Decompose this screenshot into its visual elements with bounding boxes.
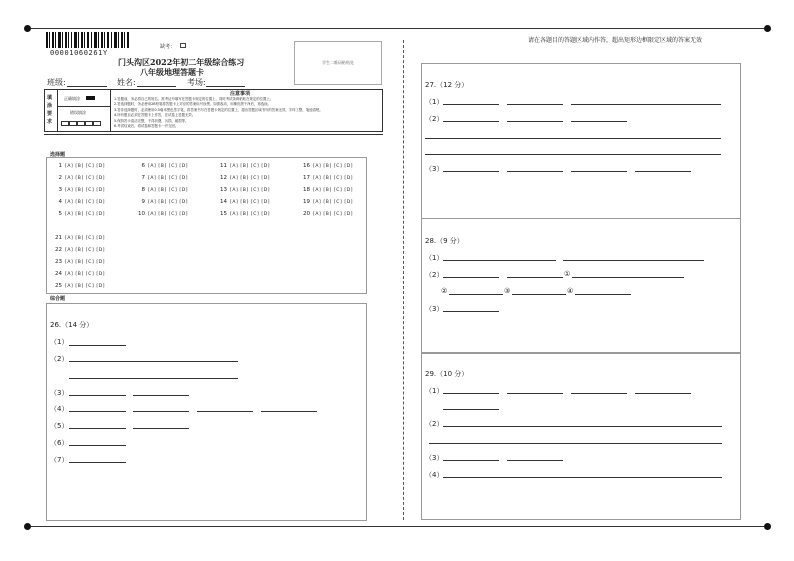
q26-blank-4a[interactable] <box>69 411 126 412</box>
note-line-5: 5.保持答卡清洁完整，不得折叠，污损，破损等。 <box>114 118 189 123</box>
mc-question-number: 7 <box>141 175 145 181</box>
q29-blank-1e[interactable] <box>443 409 499 410</box>
mc-options-q23[interactable]: [A] [B] [C] [D] <box>65 259 106 265</box>
q26-blank-2b[interactable] <box>69 378 238 379</box>
mc-options-q21[interactable]: [A] [B] [C] [D] <box>65 235 106 241</box>
q27-blank-3c[interactable] <box>571 171 627 172</box>
q27-label-1: （1） <box>425 98 444 106</box>
mc-options-q13[interactable]: [A] [B] [C] [D] <box>230 187 271 193</box>
q26-blank-4d[interactable] <box>261 411 317 412</box>
sheet-title: 八年级地理答题卡 <box>140 67 204 77</box>
q26-blank-3a[interactable] <box>69 395 126 396</box>
q27-blank-2b[interactable] <box>507 121 563 122</box>
mc-options-q19[interactable]: [A] [B] [C] [D] <box>313 199 354 205</box>
q29-blank-2a[interactable] <box>443 426 722 427</box>
page-divider <box>403 40 404 520</box>
mc-options-q24[interactable]: [A] [B] [C] [D] <box>65 271 106 277</box>
mc-question-number: 14 <box>220 199 227 205</box>
room-field[interactable] <box>206 86 245 87</box>
mc-question-number: 22 <box>55 247 62 253</box>
mc-options-q6[interactable]: [A] [B] [C] [D] <box>148 163 189 169</box>
mc-question-number: 18 <box>303 187 310 193</box>
mc-question-number: 3 <box>58 187 62 193</box>
q28-title: 28.（9 分） <box>425 237 464 245</box>
q28-circled-2: ② <box>441 287 448 295</box>
mc-question-number: 6 <box>141 163 145 169</box>
q28-blank-2a[interactable] <box>443 277 499 278</box>
q26-label-7: （7） <box>50 456 69 464</box>
q27-box <box>421 63 741 219</box>
q26-label-1: （1） <box>50 338 69 346</box>
q26-label-5: （5） <box>50 422 69 430</box>
mc-options-q7[interactable]: [A] [B] [C] [D] <box>148 175 189 181</box>
q27-label-2: （2） <box>425 115 444 123</box>
mc-options-q4[interactable]: [A] [B] [C] [D] <box>65 199 106 205</box>
fill-guide-label: 填涂要求 <box>47 95 53 125</box>
q29-label-3: （3） <box>425 454 444 462</box>
mc-question-number: 13 <box>220 187 227 193</box>
q29-title: 29.（10 分） <box>425 370 469 378</box>
q29-blank-1c[interactable] <box>571 393 627 394</box>
wrong-fill-label: 错误填涂 <box>70 110 86 115</box>
exam-title: 门头沟区2022年初二年级综合练习 <box>118 57 245 67</box>
note-line-3: 3.答非选择题时，必须使用0.5毫米黑色签字笔，将答案书写在答题卡规定的位置上，超出答题区域书写的答案无效，字体工整，笔迹清楚。 <box>114 107 323 112</box>
q29-blank-4a[interactable] <box>443 477 722 478</box>
q27-label-3: （3） <box>425 165 444 173</box>
q28-blank-2f[interactable] <box>575 294 631 295</box>
room-label: 考场: <box>187 78 206 87</box>
q26-blank-4c[interactable] <box>197 411 253 412</box>
q26-label-4: （4） <box>50 405 69 413</box>
correct-fill-label: 正确填涂 <box>64 96 80 101</box>
mc-options-q12[interactable]: [A] [B] [C] [D] <box>230 175 271 181</box>
q29-blank-1d[interactable] <box>635 393 691 394</box>
q28-blank-2c[interactable] <box>572 277 684 278</box>
q28-blank-1a[interactable] <box>443 260 556 261</box>
barcode-number: 00001060261Y <box>50 49 108 57</box>
mc-options-q11[interactable]: [A] [B] [C] [D] <box>230 163 271 169</box>
notes-list <box>114 97 380 129</box>
q28-circled-3: ③ <box>504 287 511 295</box>
mc-question-number: 25 <box>55 283 62 289</box>
mc-question-number: 17 <box>303 175 310 181</box>
q27-blank-3a[interactable] <box>443 171 499 172</box>
q26-title: 26.（14 分） <box>50 321 94 329</box>
mc-question-number: 11 <box>220 163 227 169</box>
mc-question-number: 1 <box>58 163 62 169</box>
q27-blank-2e[interactable] <box>425 154 721 155</box>
q26-label-2: （2） <box>50 355 69 363</box>
barcode <box>46 32 130 48</box>
corner-mark-top-right <box>764 25 771 32</box>
composite-title: 综合题 <box>50 296 66 302</box>
name-label: 姓名: <box>117 78 136 87</box>
mc-options-q8[interactable]: [A] [B] [C] [D] <box>148 187 189 193</box>
mc-options-q1[interactable]: [A] [B] [C] [D] <box>65 163 106 169</box>
mc-options-q22[interactable]: [A] [B] [C] [D] <box>65 247 106 253</box>
corner-mark-bottom-right <box>764 523 771 530</box>
q27-blank-3b[interactable] <box>507 171 563 172</box>
q29-blank-1a[interactable] <box>443 393 499 394</box>
corner-mark-top-left <box>24 25 31 32</box>
q27-blank-3d[interactable] <box>635 171 691 172</box>
absent-checkbox[interactable] <box>180 43 186 48</box>
mc-question-number: 9 <box>141 199 145 205</box>
notes-title: 注意事项 <box>230 91 251 97</box>
top-border-line <box>31 28 764 29</box>
mc-question-number: 5 <box>58 211 62 217</box>
mc-options-q17[interactable]: [A] [B] [C] [D] <box>313 175 354 181</box>
q29-blank-1b[interactable] <box>507 393 563 394</box>
note-line-1: 1.答题前，务必将自己的姓名、准考证号填写在答题卡规定的位置上，同时考试条码粘贴在规定的位置上。 <box>114 97 274 101</box>
q29-blank-3a[interactable] <box>443 460 499 461</box>
q28-label-3: （3） <box>425 305 444 313</box>
absent-label: 缺考： <box>160 44 176 50</box>
mc-options-q10[interactable]: [A] [B] [C] [D] <box>148 211 189 217</box>
q29-blank-3b[interactable] <box>507 460 563 461</box>
mc-question-number: 24 <box>55 271 62 277</box>
wrong-fill-marks <box>61 121 101 127</box>
fill-guide-divider <box>58 106 111 107</box>
mc-options-q15[interactable]: [A] [B] [C] [D] <box>230 211 271 217</box>
mc-question-number: 16 <box>303 163 310 169</box>
q27-blank-1a[interactable] <box>443 104 499 105</box>
mc-options-q25[interactable]: [A] [B] [C] [D] <box>65 283 106 289</box>
q26-blank-5a[interactable] <box>69 428 126 429</box>
q28-blank-1b[interactable] <box>563 260 704 261</box>
mc-question-number: 20 <box>303 211 310 217</box>
q28-label-2: （2） <box>425 271 444 279</box>
right-notice: 请在各题目的答题区域内作答，超出矩形边框限定区域的答案无效 <box>528 37 703 44</box>
mc-question-number: 2 <box>58 175 62 181</box>
name-field[interactable] <box>137 86 176 87</box>
mc-question-number: 4 <box>58 199 62 205</box>
mc-question-number: 10 <box>138 211 145 217</box>
bottom-border-line <box>31 526 764 527</box>
q26-blank-4b[interactable] <box>133 411 189 412</box>
mc-question-number: 8 <box>141 187 145 193</box>
correct-fill-mark <box>86 96 95 100</box>
mc-options-q20[interactable]: [A] [B] [C] [D] <box>313 211 354 217</box>
wrong-mark-5 <box>93 121 101 126</box>
class-label: 班级: <box>47 78 66 87</box>
q27-blank-1c[interactable] <box>571 104 721 105</box>
q28-blank-2d[interactable] <box>449 294 503 295</box>
note-line-2: 2.答选择题时，务必使用2B铅笔将答题卡上对应的答案标号涂黑，如需改动，用橡皮擦干净后，再选涂。 <box>114 102 271 107</box>
q28-label-1: （1） <box>425 254 444 262</box>
mc-options-q16[interactable]: [A] [B] [C] [D] <box>313 163 354 169</box>
q28-blank-3a[interactable] <box>443 311 499 312</box>
q27-blank-1b[interactable] <box>507 104 563 105</box>
mc-top-rule <box>44 134 383 135</box>
mc-options-q9[interactable]: [A] [B] [C] [D] <box>148 199 189 205</box>
mc-options-q5[interactable]: [A] [B] [C] [D] <box>65 211 106 217</box>
corner-mark-bottom-left <box>24 523 31 530</box>
q26-blank-5b[interactable] <box>133 428 189 429</box>
mc-question-number: 19 <box>303 199 310 205</box>
mc-question-number: 21 <box>55 235 62 241</box>
mc-question-number: 23 <box>55 259 62 265</box>
mc-section-title: 选择题 <box>50 152 66 158</box>
mc-options-q18[interactable]: [A] [B] [C] [D] <box>313 187 354 193</box>
mc-question-number: 12 <box>220 175 227 181</box>
q26-blank-6a[interactable] <box>69 445 126 446</box>
q26-box <box>46 303 367 521</box>
q28-box <box>421 219 741 353</box>
wrong-mark-3 <box>77 121 85 126</box>
mc-options-q2[interactable]: [A] [B] [C] [D] <box>65 175 106 181</box>
q28-circled-1: ① <box>564 270 571 278</box>
mc-options-q3[interactable]: [A] [B] [C] [D] <box>65 187 106 193</box>
q29-label-2: （2） <box>425 420 444 428</box>
sticker-area-label: 学生二维码粘贴处 <box>322 60 354 65</box>
mc-options-q14[interactable]: [A] [B] [C] [D] <box>230 199 271 205</box>
q29-label-1: （1） <box>425 387 444 395</box>
wrong-mark-4 <box>85 121 93 126</box>
q26-label-3: （3） <box>50 389 69 397</box>
q28-blank-2b[interactable] <box>507 277 563 278</box>
q26-blank-3b[interactable] <box>133 395 189 396</box>
q28-blank-2e[interactable] <box>512 294 566 295</box>
q29-label-4: （4） <box>425 471 444 479</box>
mc-question-number: 15 <box>220 211 227 217</box>
q28-circled-4: ④ <box>567 287 574 295</box>
wrong-mark-1 <box>61 121 69 126</box>
wrong-mark-2 <box>69 121 77 126</box>
q26-blank-1a[interactable] <box>69 345 126 346</box>
note-line-6: 6.考试结束后，将试卷和答题卡一并交回。 <box>114 124 179 129</box>
q29-box <box>421 353 741 520</box>
q27-blank-2d[interactable] <box>425 138 721 139</box>
q27-blank-2c[interactable] <box>571 121 627 122</box>
q26-blank-7a[interactable] <box>69 462 126 463</box>
note-line-4: 4.所有题目必须在答题卡上作答，在试卷上答题无效。 <box>114 113 196 118</box>
q26-blank-2a[interactable] <box>69 361 238 362</box>
q29-blank-2b[interactable] <box>429 443 722 444</box>
q26-label-6: （6） <box>50 439 69 447</box>
q27-title: 27.（12 分） <box>425 81 469 89</box>
class-field[interactable] <box>67 86 107 87</box>
q27-blank-2a[interactable] <box>443 121 499 122</box>
